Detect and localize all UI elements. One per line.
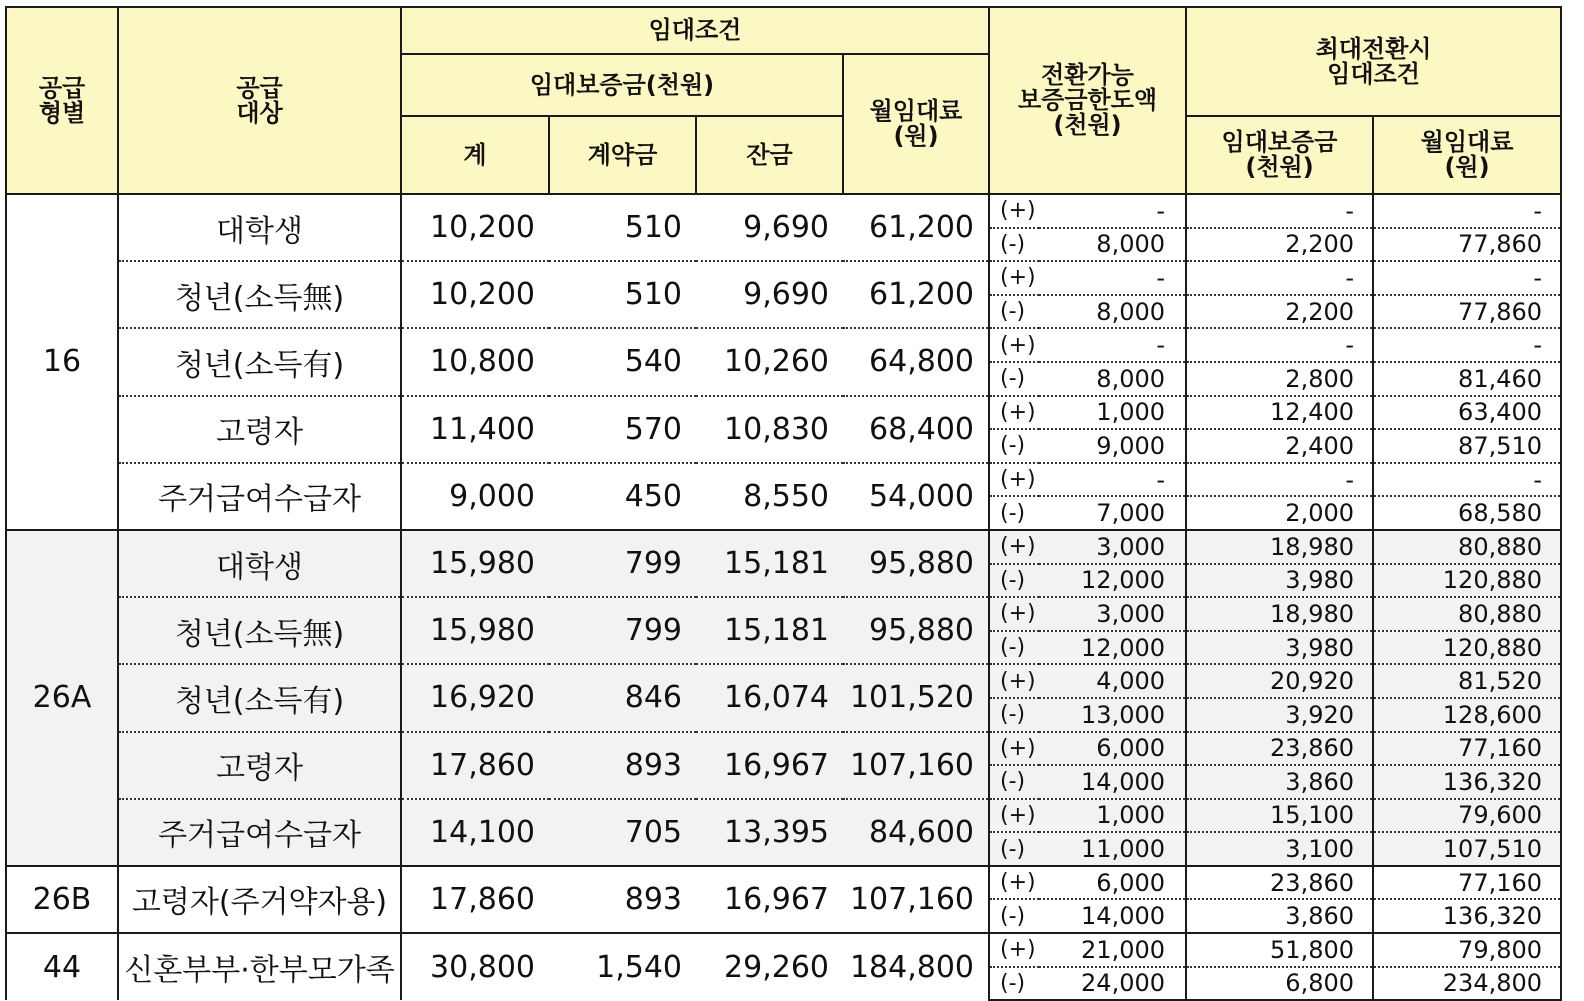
header-max-rent: 월임대료 (원) [1373, 116, 1561, 194]
supply-target-cell: 고령자 [118, 732, 401, 799]
header-contract: 계약금 [549, 116, 696, 194]
header-total: 계 [401, 116, 549, 194]
plus-limit-cell: - [1039, 328, 1186, 362]
header-rental-conditions: 임대조건 [401, 7, 989, 54]
table-row [6, 194, 1561, 228]
plus-sign-cell: (+) [989, 530, 1039, 564]
balance-cell: 16,967 [696, 732, 843, 799]
deposit-total-cell: 9,000 [401, 463, 549, 530]
plus-limit-cell: - [1039, 463, 1186, 497]
group-26A [6, 530, 1561, 866]
minus-limit-cell: 12,000 [1039, 564, 1186, 598]
minus-max-deposit-cell: 2,200 [1186, 295, 1373, 329]
deposit-total-cell: 15,980 [401, 530, 549, 597]
table-row [6, 799, 1561, 833]
monthly-rent-cell: 95,880 [843, 530, 989, 597]
deposit-total-cell: 10,200 [401, 261, 549, 328]
deposit-total-cell: 16,920 [401, 664, 549, 731]
plus-sign-cell: (+) [989, 328, 1039, 362]
rental-conditions-table [5, 6, 1562, 1001]
monthly-rent-cell: 107,160 [843, 866, 989, 933]
minus-sign-cell: (-) [989, 496, 1039, 530]
monthly-rent-cell: 184,800 [843, 933, 989, 1000]
group-26B [6, 866, 1561, 933]
header-max-deposit: 임대보증금 (천원) [1186, 116, 1373, 194]
plus-max-deposit-cell: 18,980 [1186, 530, 1373, 564]
balance-cell: 15,181 [696, 530, 843, 597]
minus-max-rent-cell: 128,600 [1373, 698, 1561, 732]
supply-target-cell: 청년(소득無) [118, 261, 401, 328]
supply-type-cell: 26B [6, 866, 118, 933]
supply-target-cell: 대학생 [118, 530, 401, 597]
plus-max-deposit-cell: 15,100 [1186, 799, 1373, 833]
plus-max-rent-cell: 79,800 [1373, 933, 1561, 967]
minus-max-rent-cell: 120,880 [1373, 631, 1561, 665]
table-row [6, 328, 1561, 362]
plus-max-deposit-cell: 23,860 [1186, 866, 1373, 900]
monthly-rent-cell: 95,880 [843, 597, 989, 664]
minus-max-rent-cell: 120,880 [1373, 564, 1561, 598]
plus-max-deposit-cell: 51,800 [1186, 933, 1373, 967]
supply-target-cell: 고령자 [118, 396, 401, 463]
plus-sign-cell: (+) [989, 866, 1039, 900]
deposit-total-cell: 14,100 [401, 799, 549, 866]
table-row [6, 664, 1561, 698]
minus-max-rent-cell: 136,320 [1373, 899, 1561, 933]
contract-deposit-cell: 799 [549, 597, 696, 664]
header-supply-type: 공급 형별 [6, 7, 118, 194]
plus-max-deposit-cell: 12,400 [1186, 396, 1373, 430]
plus-limit-cell: - [1039, 194, 1186, 228]
contract-deposit-cell: 799 [549, 530, 696, 597]
minus-sign-cell: (-) [989, 899, 1039, 933]
minus-limit-cell: 8,000 [1039, 362, 1186, 396]
minus-limit-cell: 12,000 [1039, 631, 1186, 665]
supply-target-cell: 청년(소득有) [118, 664, 401, 731]
minus-max-deposit-cell: 2,200 [1186, 228, 1373, 262]
balance-cell: 29,260 [696, 933, 843, 1000]
minus-limit-cell: 24,000 [1039, 967, 1186, 1001]
contract-deposit-cell: 846 [549, 664, 696, 731]
contract-deposit-cell: 540 [549, 328, 696, 395]
minus-max-rent-cell: 81,460 [1373, 362, 1561, 396]
monthly-rent-cell: 54,000 [843, 463, 989, 530]
minus-max-deposit-cell: 3,100 [1186, 832, 1373, 866]
monthly-rent-cell: 61,200 [843, 261, 989, 328]
minus-max-rent-cell: 136,320 [1373, 765, 1561, 799]
minus-sign-cell: (-) [989, 698, 1039, 732]
contract-deposit-cell: 570 [549, 396, 696, 463]
minus-limit-cell: 11,000 [1039, 832, 1186, 866]
balance-cell: 9,690 [696, 194, 843, 261]
balance-cell: 13,395 [696, 799, 843, 866]
supply-target-cell: 대학생 [118, 194, 401, 261]
monthly-rent-cell: 101,520 [843, 664, 989, 731]
minus-max-deposit-cell: 2,400 [1186, 429, 1373, 463]
minus-limit-cell: 7,000 [1039, 496, 1186, 530]
minus-max-rent-cell: 68,580 [1373, 496, 1561, 530]
supply-target-cell: 청년(소득無) [118, 597, 401, 664]
header-max-conversion: 최대전환시 임대조건 [1186, 7, 1561, 116]
plus-limit-cell: 6,000 [1039, 732, 1186, 766]
plus-sign-cell: (+) [989, 597, 1039, 631]
plus-sign-cell: (+) [989, 194, 1039, 228]
plus-sign-cell: (+) [989, 261, 1039, 295]
header-convertible-limit: 전환가능 보증금한도액 (천원) [989, 7, 1186, 194]
minus-sign-cell: (-) [989, 967, 1039, 1001]
monthly-rent-cell: 107,160 [843, 732, 989, 799]
balance-cell: 9,690 [696, 261, 843, 328]
plus-max-deposit-cell: - [1186, 194, 1373, 228]
minus-limit-cell: 8,000 [1039, 295, 1186, 329]
plus-limit-cell: 1,000 [1039, 396, 1186, 430]
table-row [6, 463, 1561, 497]
table-row [6, 933, 1561, 967]
table-row [6, 261, 1561, 295]
balance-cell: 8,550 [696, 463, 843, 530]
minus-max-deposit-cell: 3,920 [1186, 698, 1373, 732]
deposit-total-cell: 11,400 [401, 396, 549, 463]
contract-deposit-cell: 893 [549, 732, 696, 799]
minus-limit-cell: 9,000 [1039, 429, 1186, 463]
plus-sign-cell: (+) [989, 732, 1039, 766]
balance-cell: 15,181 [696, 597, 843, 664]
table-row [6, 530, 1561, 564]
supply-target-cell: 주거급여수급자 [118, 463, 401, 530]
minus-sign-cell: (-) [989, 832, 1039, 866]
table-row [6, 597, 1561, 631]
minus-limit-cell: 8,000 [1039, 228, 1186, 262]
rental-conditions-table-wrapper [5, 6, 1560, 998]
contract-deposit-cell: 450 [549, 463, 696, 530]
balance-cell: 16,074 [696, 664, 843, 731]
minus-max-rent-cell: 77,860 [1373, 228, 1561, 262]
plus-max-rent-cell: - [1373, 328, 1561, 362]
minus-sign-cell: (-) [989, 429, 1039, 463]
plus-sign-cell: (+) [989, 396, 1039, 430]
plus-max-rent-cell: 79,600 [1373, 799, 1561, 833]
plus-limit-cell: 3,000 [1039, 597, 1186, 631]
supply-type-cell: 44 [6, 933, 118, 1000]
minus-max-deposit-cell: 6,800 [1186, 967, 1373, 1001]
table-row [6, 866, 1561, 900]
deposit-total-cell: 17,860 [401, 732, 549, 799]
monthly-rent-cell: 68,400 [843, 396, 989, 463]
plus-limit-cell: - [1039, 261, 1186, 295]
plus-sign-cell: (+) [989, 664, 1039, 698]
minus-max-deposit-cell: 3,860 [1186, 765, 1373, 799]
deposit-total-cell: 10,800 [401, 328, 549, 395]
minus-max-deposit-cell: 3,980 [1186, 631, 1373, 665]
contract-deposit-cell: 1,540 [549, 933, 696, 1000]
header-deposit: 임대보증금(천원) [401, 54, 843, 116]
balance-cell: 10,830 [696, 396, 843, 463]
supply-target-cell: 청년(소득有) [118, 328, 401, 395]
minus-limit-cell: 14,000 [1039, 899, 1186, 933]
minus-max-deposit-cell: 3,980 [1186, 564, 1373, 598]
table-row [6, 732, 1561, 766]
supply-type-cell: 16 [6, 194, 118, 530]
plus-max-deposit-cell: - [1186, 328, 1373, 362]
plus-max-deposit-cell: 20,920 [1186, 664, 1373, 698]
contract-deposit-cell: 893 [549, 866, 696, 933]
plus-max-rent-cell: - [1373, 463, 1561, 497]
plus-max-rent-cell: 80,880 [1373, 597, 1561, 631]
header-balance: 잔금 [696, 116, 843, 194]
plus-max-rent-cell: 77,160 [1373, 866, 1561, 900]
header-supply-target: 공급 대상 [118, 7, 401, 194]
minus-sign-cell: (-) [989, 631, 1039, 665]
plus-max-rent-cell: 81,520 [1373, 664, 1561, 698]
plus-max-rent-cell: 77,160 [1373, 732, 1561, 766]
group-44 [6, 933, 1561, 1000]
supply-target-cell: 주거급여수급자 [118, 799, 401, 866]
plus-max-deposit-cell: - [1186, 261, 1373, 295]
balance-cell: 10,260 [696, 328, 843, 395]
group-16 [6, 194, 1561, 530]
minus-sign-cell: (-) [989, 765, 1039, 799]
plus-sign-cell: (+) [989, 799, 1039, 833]
plus-max-rent-cell: - [1373, 194, 1561, 228]
table-header [6, 7, 1561, 194]
plus-max-deposit-cell: 18,980 [1186, 597, 1373, 631]
contract-deposit-cell: 705 [549, 799, 696, 866]
contract-deposit-cell: 510 [549, 261, 696, 328]
plus-max-rent-cell: - [1373, 261, 1561, 295]
deposit-total-cell: 17,860 [401, 866, 549, 933]
plus-sign-cell: (+) [989, 933, 1039, 967]
minus-max-rent-cell: 87,510 [1373, 429, 1561, 463]
balance-cell: 16,967 [696, 866, 843, 933]
contract-deposit-cell: 510 [549, 194, 696, 261]
table-row [6, 396, 1561, 430]
minus-max-deposit-cell: 3,860 [1186, 899, 1373, 933]
supply-type-cell: 26A [6, 530, 118, 866]
deposit-total-cell: 10,200 [401, 194, 549, 261]
plus-limit-cell: 21,000 [1039, 933, 1186, 967]
plus-limit-cell: 6,000 [1039, 866, 1186, 900]
minus-sign-cell: (-) [989, 295, 1039, 329]
plus-max-rent-cell: 80,880 [1373, 530, 1561, 564]
plus-limit-cell: 4,000 [1039, 664, 1186, 698]
minus-max-deposit-cell: 2,000 [1186, 496, 1373, 530]
monthly-rent-cell: 84,600 [843, 799, 989, 866]
minus-max-rent-cell: 77,860 [1373, 295, 1561, 329]
monthly-rent-cell: 61,200 [843, 194, 989, 261]
minus-max-deposit-cell: 2,800 [1186, 362, 1373, 396]
minus-limit-cell: 14,000 [1039, 765, 1186, 799]
plus-limit-cell: 1,000 [1039, 799, 1186, 833]
deposit-total-cell: 15,980 [401, 597, 549, 664]
minus-limit-cell: 13,000 [1039, 698, 1186, 732]
minus-sign-cell: (-) [989, 362, 1039, 396]
minus-max-rent-cell: 234,800 [1373, 967, 1561, 1001]
minus-sign-cell: (-) [989, 228, 1039, 262]
plus-max-deposit-cell: 23,860 [1186, 732, 1373, 766]
deposit-total-cell: 30,800 [401, 933, 549, 1000]
header-monthly-rent: 월임대료 (원) [843, 54, 989, 194]
minus-sign-cell: (-) [989, 564, 1039, 598]
supply-target-cell: 신혼부부·한부모가족 [118, 933, 401, 1000]
supply-target-cell: 고령자(주거약자용) [118, 866, 401, 933]
monthly-rent-cell: 64,800 [843, 328, 989, 395]
plus-max-deposit-cell: - [1186, 463, 1373, 497]
plus-max-rent-cell: 63,400 [1373, 396, 1561, 430]
plus-limit-cell: 3,000 [1039, 530, 1186, 564]
minus-max-rent-cell: 107,510 [1373, 832, 1561, 866]
plus-sign-cell: (+) [989, 463, 1039, 497]
